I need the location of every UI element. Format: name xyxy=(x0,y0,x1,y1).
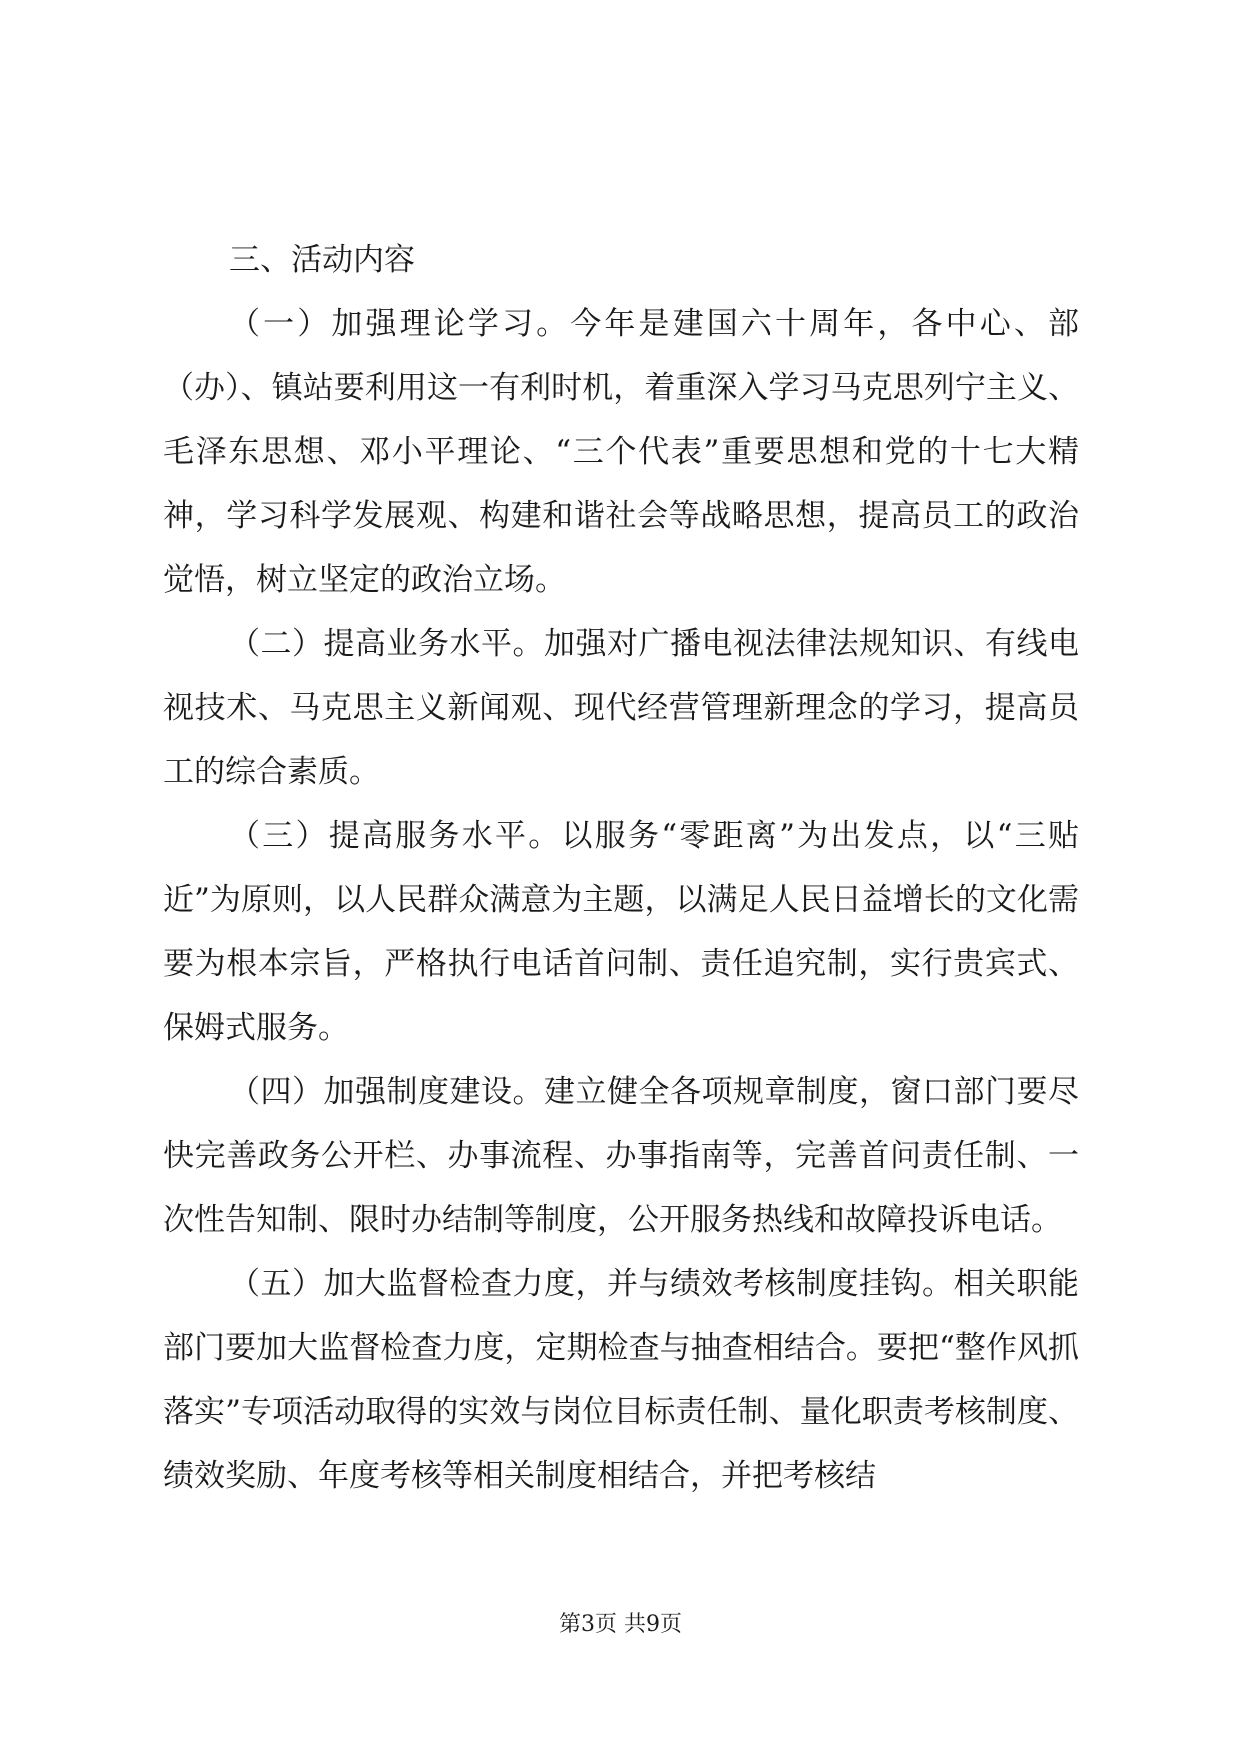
paragraph-service-level: （三）提高服务水平。以服务“零距离”为出发点，以“三贴近”为原则，以人民群众满意为主题，以满足人民日益增长的文化需要为根本宗旨，严格执行电话首问制、责任追究制，实行贵宾式、保姆式服务。 xyxy=(163,818,1079,1046)
paragraph-business-level: （二）提高业务水平。加强对广播电视法律法规知识、有线电视技术、马克思主义新闻观、现代经营管理新理念的学习，提高员工的综合素质。 xyxy=(163,626,1079,790)
paragraph-supervision: （五）加大监督检查力度，并与绩效考核制度挂钩。相关职能部门要加大监督检查力度，定期检查与抽查相结合。要把“整作风抓落实”专项活动取得的实效与岗位目标责任制、量化职责考核制度、绩效奖励、年度考核等相关制度相结合，并把考核结 xyxy=(163,1266,1079,1494)
document-body xyxy=(163,228,1079,1508)
section-heading: 三、活动内容 xyxy=(229,242,415,278)
page-number-footer: 第3页 共9页 xyxy=(559,1612,682,1637)
paragraph-system-building: （四）加强制度建设。建立健全各项规章制度，窗口部门要尽快完善政务公开栏、办事流程、办事指南等，完善首问责任制、一次性告知制、限时办结制等制度，公开服务热线和故障投诉电话。 xyxy=(163,1074,1079,1238)
paragraph-theory-study: （一）加强理论学习。今年是建国六十周年，各中心、部（办）、镇站要利用这一有利时机，着重深入学习马克思列宁主义、毛泽东思想、邓小平理论、“三个代表”重要思想和党的十七大精神，学习科学发展观、构建和谐社会等战略思想，提高员工的政治觉悟，树立坚定的政治立场。 xyxy=(163,306,1079,598)
